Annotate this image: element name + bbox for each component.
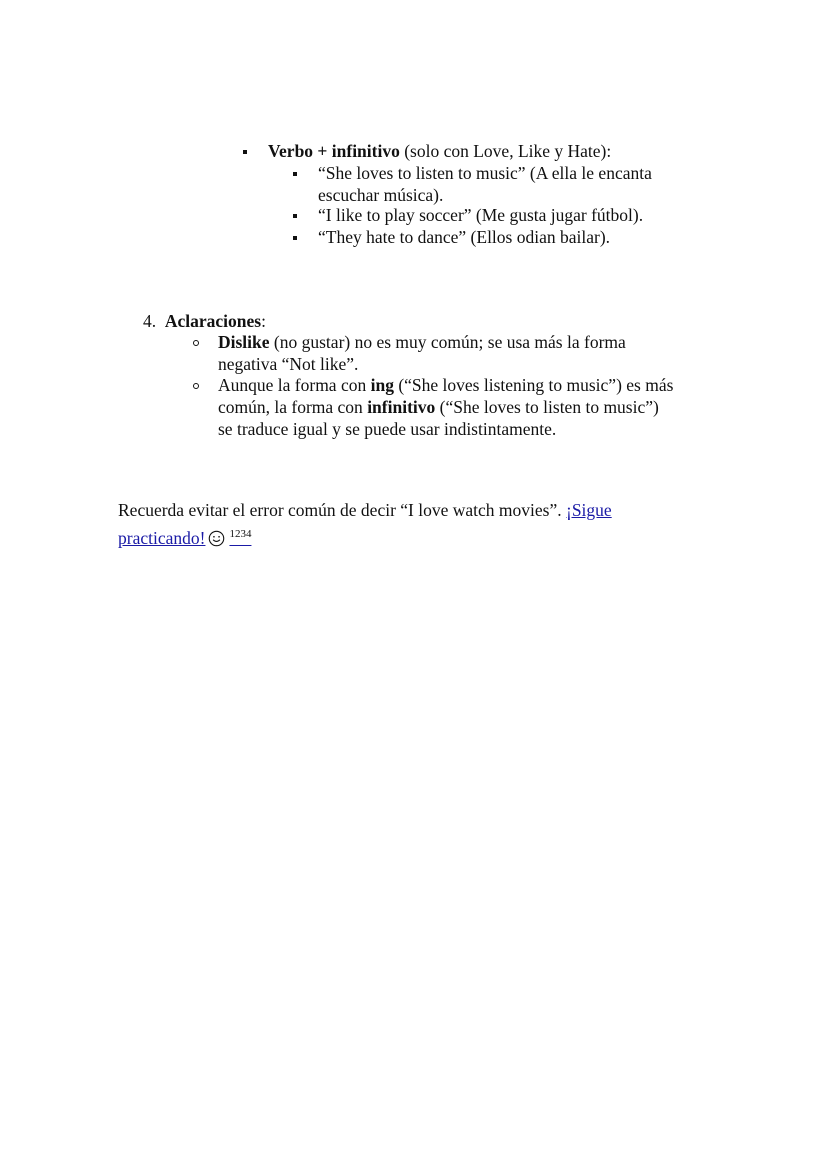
aclaraciones-title: Aclaraciones: [164, 311, 262, 331]
sigue-practicando-link-part-2: practicando!: [118, 528, 206, 548]
example-2: “I like to play soccer” (Me gusta jugar fútbol).: [318, 205, 644, 225]
bullet-circle-icon: [193, 383, 199, 389]
aclaracion-2-l2-pre: común, la forma con: [218, 397, 368, 417]
smiley-face-icon: [208, 530, 225, 547]
aclaracion-2-l2-post: (“She loves to listen to music”): [435, 397, 659, 417]
bullet-square-icon: [293, 236, 297, 240]
aclaracion-1-rest: (no gustar) no es muy común; se usa más la forma: [269, 332, 626, 352]
bullet-square-icon: [293, 172, 297, 176]
closing-line-2: [118, 523, 251, 549]
verb-infinitive-rest: (solo con Love, Like y Hate):: [399, 141, 612, 161]
reference-numbers[interactable]: 1234: [229, 528, 252, 540]
aclaracion-2-line-3: se traduce igual y se puede usar indistintamente.: [218, 419, 557, 439]
aclaracion-2-line-2: [218, 396, 659, 418]
example-1-line-1: “She loves to listen to music” (A ella le encanta: [318, 163, 652, 183]
example-3: “They hate to dance” (Ellos odian bailar).: [318, 227, 611, 247]
aclaracion-2-line-1: [218, 374, 673, 396]
sigue-practicando-link[interactable]: [118, 528, 251, 548]
bullet-square-icon: [293, 214, 297, 218]
aclaraciones-heading: [143, 310, 266, 332]
list-number: 4.: [143, 311, 157, 331]
verb-infinitive-bold: Verbo + infinitivo: [268, 141, 400, 161]
aclaracion-1-line-1: [218, 331, 626, 353]
example-1-line-2: escuchar música).: [318, 185, 444, 205]
aclaraciones-colon: :: [261, 311, 266, 331]
aclaracion-1-line-2: negativa “Not like”.: [218, 354, 359, 374]
aclaracion-2-l1-post: (“She loves listening to music”) es más: [393, 375, 674, 395]
verb-infinitive-heading: [268, 140, 611, 162]
aclaracion-2-l1-pre: Aunque la forma con: [218, 375, 371, 395]
closing-line-1: [118, 499, 612, 521]
ing-bold: ing: [370, 375, 394, 395]
infinitivo-bold: infinitivo: [367, 397, 436, 417]
bullet-square-icon: [243, 150, 247, 154]
closing-text: Recuerda evitar el error común de decir “I love watch movies”.: [118, 500, 566, 520]
bullet-circle-icon: [193, 340, 199, 346]
dislike-bold: Dislike: [218, 332, 270, 352]
sigue-practicando-link-part-1[interactable]: ¡Sigue: [566, 500, 612, 520]
